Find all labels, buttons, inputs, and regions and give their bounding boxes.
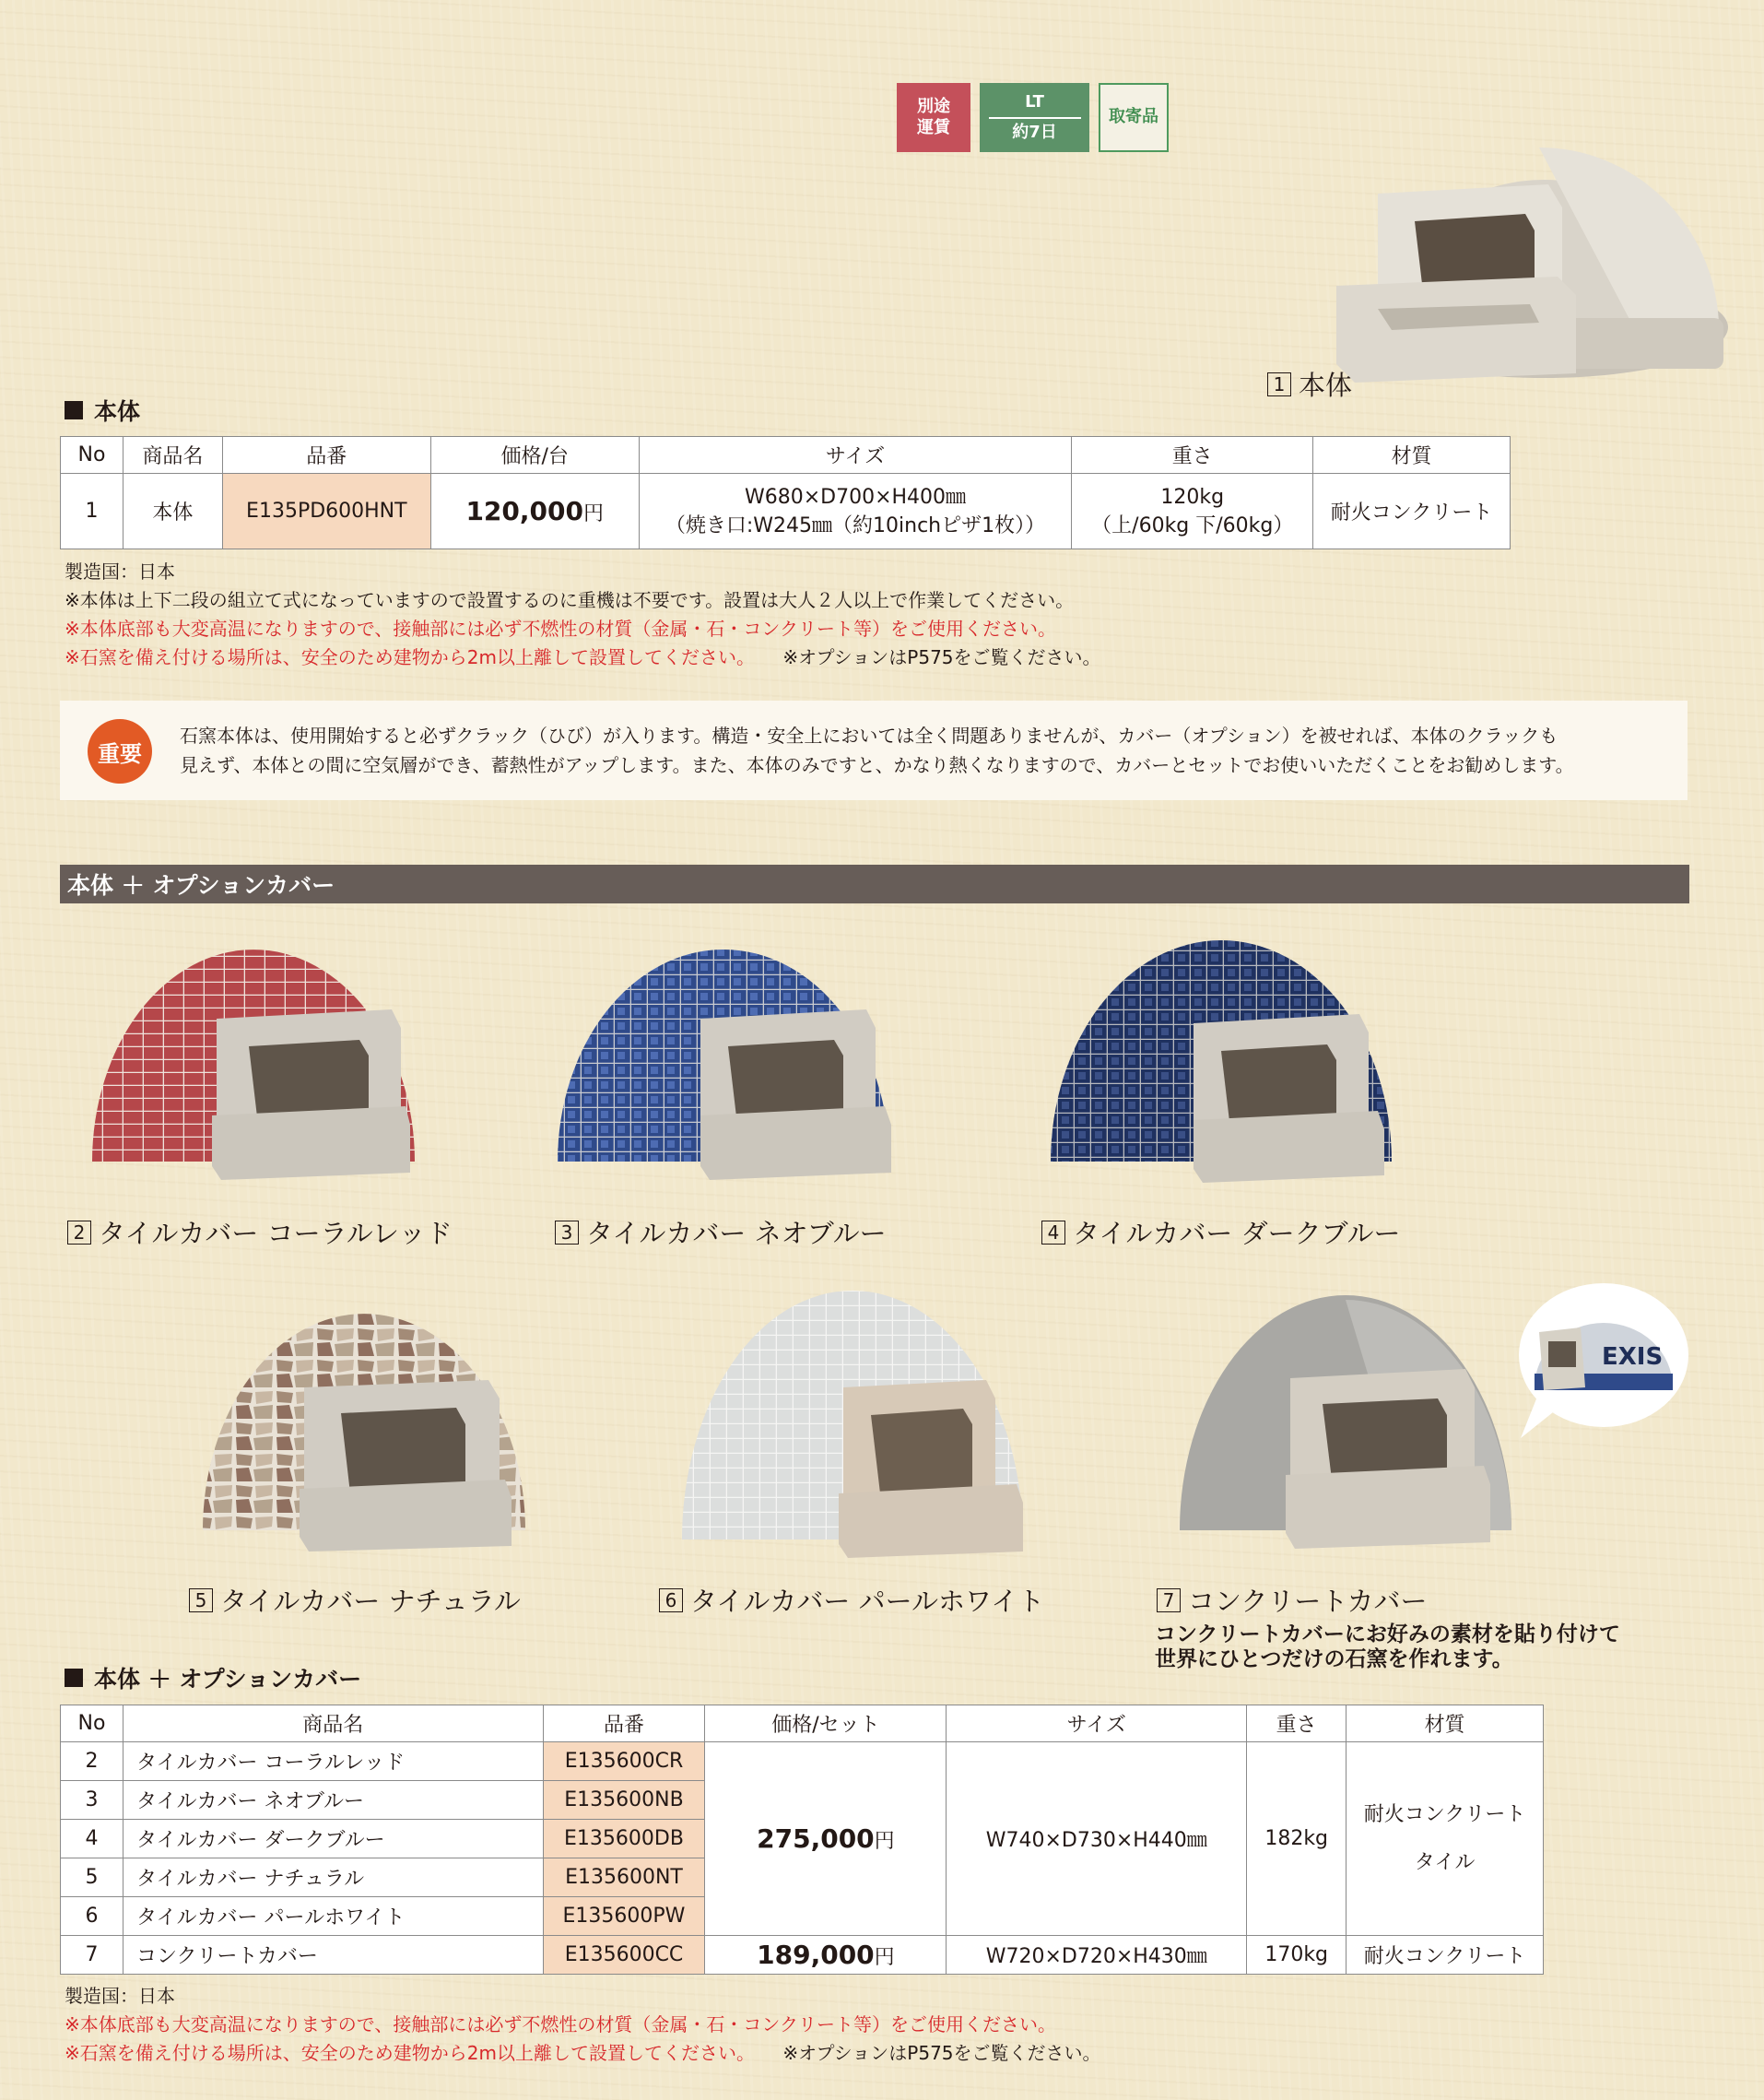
tile-price-value: 275,000: [757, 1823, 875, 1854]
caption-concrete-number: 7: [1157, 1588, 1181, 1612]
cell-price: [430, 474, 639, 549]
cell-no: 4: [61, 1820, 123, 1858]
caption-body-label: 本体: [1299, 370, 1353, 401]
caption-concrete: [1157, 1581, 1428, 1619]
assembly-note: ※本体は上下二段の組立て式になっていますので設置するのに重機は不要です。設置は大人２人以上で作業してください。: [65, 589, 1075, 611]
caption-natural-label: タイルカバー ナチュラル: [220, 1586, 521, 1617]
caption-concrete-label: コンクリートカバー: [1188, 1586, 1428, 1617]
important-text: [180, 721, 1673, 780]
cell-no: 6: [61, 1897, 123, 1936]
caption-neo-blue-number: 3: [555, 1221, 579, 1245]
cell-tile-weight: 182kg: [1247, 1742, 1347, 1936]
header-no: No: [61, 437, 123, 474]
important-line2: 見えず、本体との間に空気層ができ、蓄熱性がアップします。また、本体のみですと、かなり熱くなりますので、カバーとセットでお使いいただくことをお勧めします。: [180, 754, 1574, 776]
oven-coral-red-photo: [83, 931, 424, 1189]
option-reference-note: ※オプションはP575をご覧ください。: [782, 2042, 1101, 2064]
header-part: 品番: [222, 437, 430, 474]
cell-no: 7: [61, 1936, 123, 1975]
header-no: No: [61, 1705, 123, 1742]
oven-pearl-white-photo: [677, 1277, 1028, 1563]
caption-dark-blue-number: 4: [1041, 1221, 1065, 1245]
cell-part-number: E135600PW: [543, 1897, 705, 1936]
cover-table-header-row: [61, 1705, 1544, 1742]
cover-notes: [65, 1982, 1101, 2068]
order-type-badge: [1099, 83, 1169, 152]
important-badge: 重要: [88, 719, 152, 784]
cover-spec-table: [60, 1705, 1544, 1975]
oven-body-photo: [1327, 111, 1733, 406]
oven-natural-photo: [194, 1295, 535, 1553]
cell-name: タイルカバー ナチュラル: [123, 1858, 543, 1897]
caption-coral-red-number: 2: [67, 1221, 91, 1245]
cell-material: 耐火コンクリート: [1313, 474, 1511, 549]
caption-neo-blue: [555, 1213, 887, 1251]
cell-no: 3: [61, 1781, 123, 1820]
body-notes: [65, 558, 1101, 672]
header-price: 価格/台: [430, 437, 639, 474]
price-value: 120,000: [465, 496, 583, 526]
oven-concrete-photo: [1175, 1277, 1516, 1553]
header-material: 材質: [1313, 437, 1511, 474]
origin-note: 製造国：日本: [65, 560, 175, 583]
concrete-price-yen: 円: [874, 1946, 895, 1969]
cell-part-number: E135600DB: [543, 1820, 705, 1858]
header-part: 品番: [543, 1705, 705, 1742]
caption-pearl-white-label: タイルカバー パールホワイト: [690, 1586, 1045, 1617]
cell-part-number: E135600NT: [543, 1858, 705, 1897]
cell-tile-size: W740×D730×H440㎜: [947, 1742, 1247, 1936]
lead-time-divider: [989, 117, 1081, 119]
cell-concrete-weight: 170kg: [1247, 1936, 1347, 1975]
cell-name: タイルカバー ダークブルー: [123, 1820, 543, 1858]
distance-warning-note: ※石窯を備え付ける場所は、安全のため建物から2m以上離して設置してください。: [65, 2042, 755, 2064]
weight-line2: （上/60kg 下/60kg）: [1091, 513, 1294, 537]
header-weight: 重さ: [1247, 1705, 1347, 1742]
header-size: サイズ: [947, 1705, 1247, 1742]
oven-neo-blue-photo: [548, 931, 899, 1189]
shipping-badge: [897, 83, 970, 152]
origin-note: 製造国：日本: [65, 1985, 175, 2007]
table-row: [61, 474, 1511, 549]
cell-tile-material: [1347, 1742, 1544, 1936]
cell-weight: [1072, 474, 1313, 549]
order-type-label: 取寄品: [1109, 107, 1158, 127]
lead-time-label: LT: [1025, 92, 1044, 112]
distance-warning-note: ※石窯を備え付ける場所は、安全のため建物から2m以上離して設置してください。: [65, 646, 755, 668]
cover-section-title: [65, 1661, 361, 1694]
weight-line1: 120kg: [1160, 485, 1225, 509]
bubble-logo-text: EXIS: [1602, 1343, 1664, 1371]
caption-pearl-white-number: 6: [659, 1588, 683, 1612]
heat-warning-note: ※本体底部も大変高温になりますので、接触部には必ず不燃性の材質（金属・石・コンクリート等）をご使用ください。: [65, 618, 1056, 640]
important-line1: 石窯本体は、使用開始すると必ずクラック（ひび）が入ります。構造・安全上においては全く問題ありませんが、カバー（オプション）を被せれば、本体のクラックも: [180, 725, 1558, 747]
cell-name: タイルカバー パールホワイト: [123, 1897, 543, 1936]
header-weight: 重さ: [1072, 437, 1313, 474]
concrete-customize-note: [1155, 1622, 1620, 1672]
tile-material-line2: タイル: [1414, 1850, 1476, 1874]
caption-coral-red: [67, 1213, 453, 1251]
caption-dark-blue-label: タイルカバー ダークブルー: [1073, 1218, 1401, 1249]
cell-tile-price: [705, 1742, 947, 1936]
concrete-custom-example-bubble: [1511, 1272, 1696, 1447]
caption-pearl-white: [659, 1581, 1044, 1619]
shipping-badge-line2: 運賃: [917, 117, 950, 137]
header-name: 商品名: [123, 1705, 543, 1742]
cell-no: 1: [61, 474, 123, 549]
cell-no: 2: [61, 1742, 123, 1781]
tile-price-yen: 円: [874, 1830, 895, 1853]
cell-name: タイルカバー コーラルレッド: [123, 1742, 543, 1781]
caption-coral-red-label: タイルカバー コーラルレッド: [99, 1218, 453, 1249]
body-section-title: [65, 394, 140, 427]
shipping-badge-line1: 別途: [917, 97, 950, 116]
header-price: 価格/セット: [705, 1705, 947, 1742]
header-name: 商品名: [123, 437, 222, 474]
lead-time-badge: [980, 83, 1089, 152]
table-row: [61, 1936, 1544, 1975]
cover-section-bar: 本体 ＋ オプションカバー: [60, 865, 1689, 903]
caption-natural-number: 5: [189, 1588, 213, 1612]
cell-name: タイルカバー ネオブルー: [123, 1781, 543, 1820]
cell-no: 5: [61, 1858, 123, 1897]
distance-note-line: [65, 2039, 1101, 2068]
concrete-price-value: 189,000: [757, 1940, 875, 1970]
lead-time-value: 約7日: [1012, 122, 1057, 142]
cell-name: コンクリートカバー: [123, 1936, 543, 1975]
section-square-icon: [65, 401, 83, 419]
cell-part-number: E135600CR: [543, 1742, 705, 1781]
cell-concrete-price: [705, 1936, 947, 1975]
table-row: [61, 1742, 1544, 1781]
caption-neo-blue-label: タイルカバー ネオブルー: [586, 1218, 887, 1249]
caption-dark-blue: [1041, 1213, 1400, 1251]
concrete-note-line2: 世界にひとつだけの石窯を作れます。: [1155, 1647, 1513, 1671]
option-reference-note: ※オプションはP575をご覧ください。: [782, 646, 1101, 668]
cell-concrete-material: 耐火コンクリート: [1347, 1936, 1544, 1975]
heat-warning-note: ※本体底部も大変高温になりますので、接触部には必ず不燃性の材質（金属・石・コンクリート等）をご使用ください。: [65, 2013, 1056, 2035]
cell-part-number: E135600CC: [543, 1936, 705, 1975]
cell-name: 本体: [123, 474, 222, 549]
cell-size: [639, 474, 1072, 549]
distance-note-line: [65, 643, 1101, 672]
header-material: 材質: [1347, 1705, 1544, 1742]
body-spec-table: [60, 436, 1511, 549]
section-square-icon: [65, 1669, 83, 1687]
cell-part-number: E135PD600HNT: [222, 474, 430, 549]
body-table-header-row: [61, 437, 1511, 474]
oven-dark-blue-photo: [1041, 922, 1401, 1189]
cell-part-number: E135600NB: [543, 1781, 705, 1820]
cover-section-title-text: 本体 ＋ オプションカバー: [94, 1666, 362, 1693]
important-notice-box: [60, 701, 1688, 800]
cell-concrete-size: W720×D720×H430㎜: [947, 1936, 1247, 1975]
caption-body-number: 1: [1267, 372, 1291, 396]
header-size: サイズ: [639, 437, 1072, 474]
tile-material-line1: 耐火コンクリート: [1363, 1802, 1526, 1826]
size-line1: W680×D700×H400㎜: [744, 485, 967, 509]
concrete-note-line1: コンクリートカバーにお好みの素材を貼り付けて: [1155, 1622, 1620, 1646]
size-line2: （焼き口:W245㎜（約10inchピザ1枚））: [664, 513, 1046, 537]
caption-natural: [189, 1581, 521, 1619]
caption-body: [1267, 365, 1352, 403]
price-yen: 円: [582, 502, 604, 525]
body-section-title-text: 本体: [94, 398, 141, 425]
